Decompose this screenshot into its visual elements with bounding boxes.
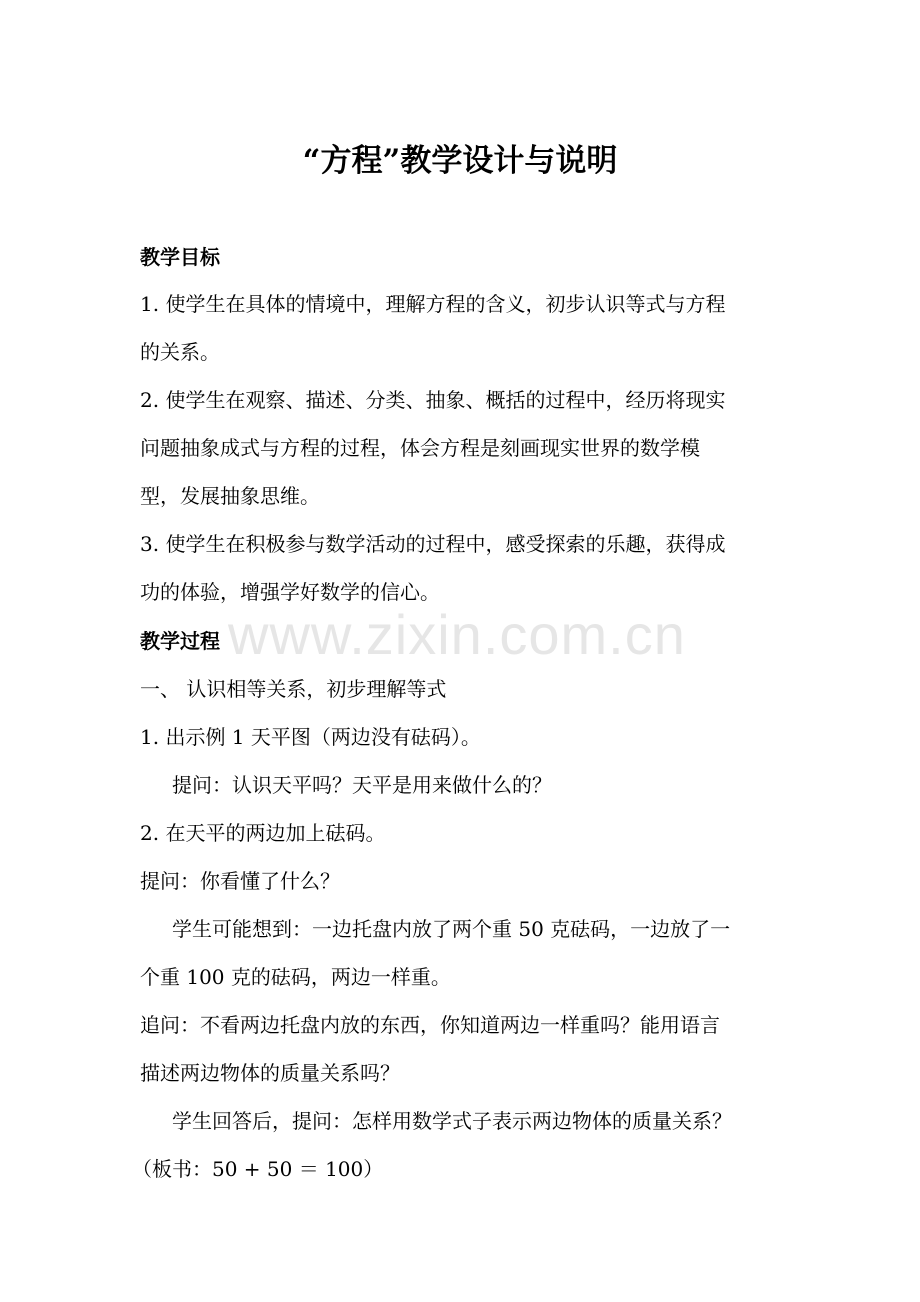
paragraph-line: 1. 出示例 1 天平图（两边没有砝码）。 — [140, 725, 481, 749]
paragraph-line: 3. 使学生在积极参与数学活动的过程中，感受探索的乐趣，获得成 — [140, 532, 726, 556]
paragraph-line: 型，发展抽象思维。 — [140, 484, 320, 508]
paragraph-line: 一、 认识相等关系，初步理解等式 — [140, 677, 447, 701]
paragraph-line: 功的体验，增强学好数学的信心。 — [140, 580, 440, 604]
paragraph-line: 2. 在天平的两边加上砝码。 — [140, 821, 386, 845]
paragraph-line: 提问：认识天平吗？天平是用来做什么的？ — [172, 773, 552, 797]
watermark: www.zixin.com.cn — [228, 603, 686, 666]
paragraph-line: 描述两边物体的质量关系吗？ — [140, 1061, 400, 1085]
paragraph-line: 提问：你看懂了什么？ — [140, 869, 340, 893]
paragraph-line: 个重 100 克的砝码，两边一样重。 — [140, 965, 451, 989]
document-title: “方程”教学设计与说明 — [302, 143, 618, 179]
section-heading-goals: 教学目标 — [140, 245, 220, 269]
paragraph-line: 的关系。 — [140, 340, 220, 364]
paragraph-line: 2. 使学生在观察、描述、分类、抽象、概括的过程中，经历将现实 — [140, 388, 726, 412]
paragraph-line: 追问：不看两边托盘内放的东西，你知道两边一样重吗？能用语言 — [140, 1013, 720, 1037]
paragraph-line: 1. 使学生在具体的情境中，理解方程的含义，初步认识等式与方程 — [140, 292, 726, 316]
paragraph-line: （板书：50 + 50 ＝ 100） — [132, 1157, 384, 1181]
paragraph-line: 学生回答后，提问：怎样用数学式子表示两边物体的质量关系？ — [172, 1109, 732, 1133]
paragraph-line: 学生可能想到：一边托盘内放了两个重 50 克砝码，一边放了一 — [172, 917, 731, 941]
paragraph-line: 问题抽象成式与方程的过程，体会方程是刻画现实世界的数学模 — [140, 436, 700, 460]
section-heading-process: 教学过程 — [140, 629, 220, 653]
